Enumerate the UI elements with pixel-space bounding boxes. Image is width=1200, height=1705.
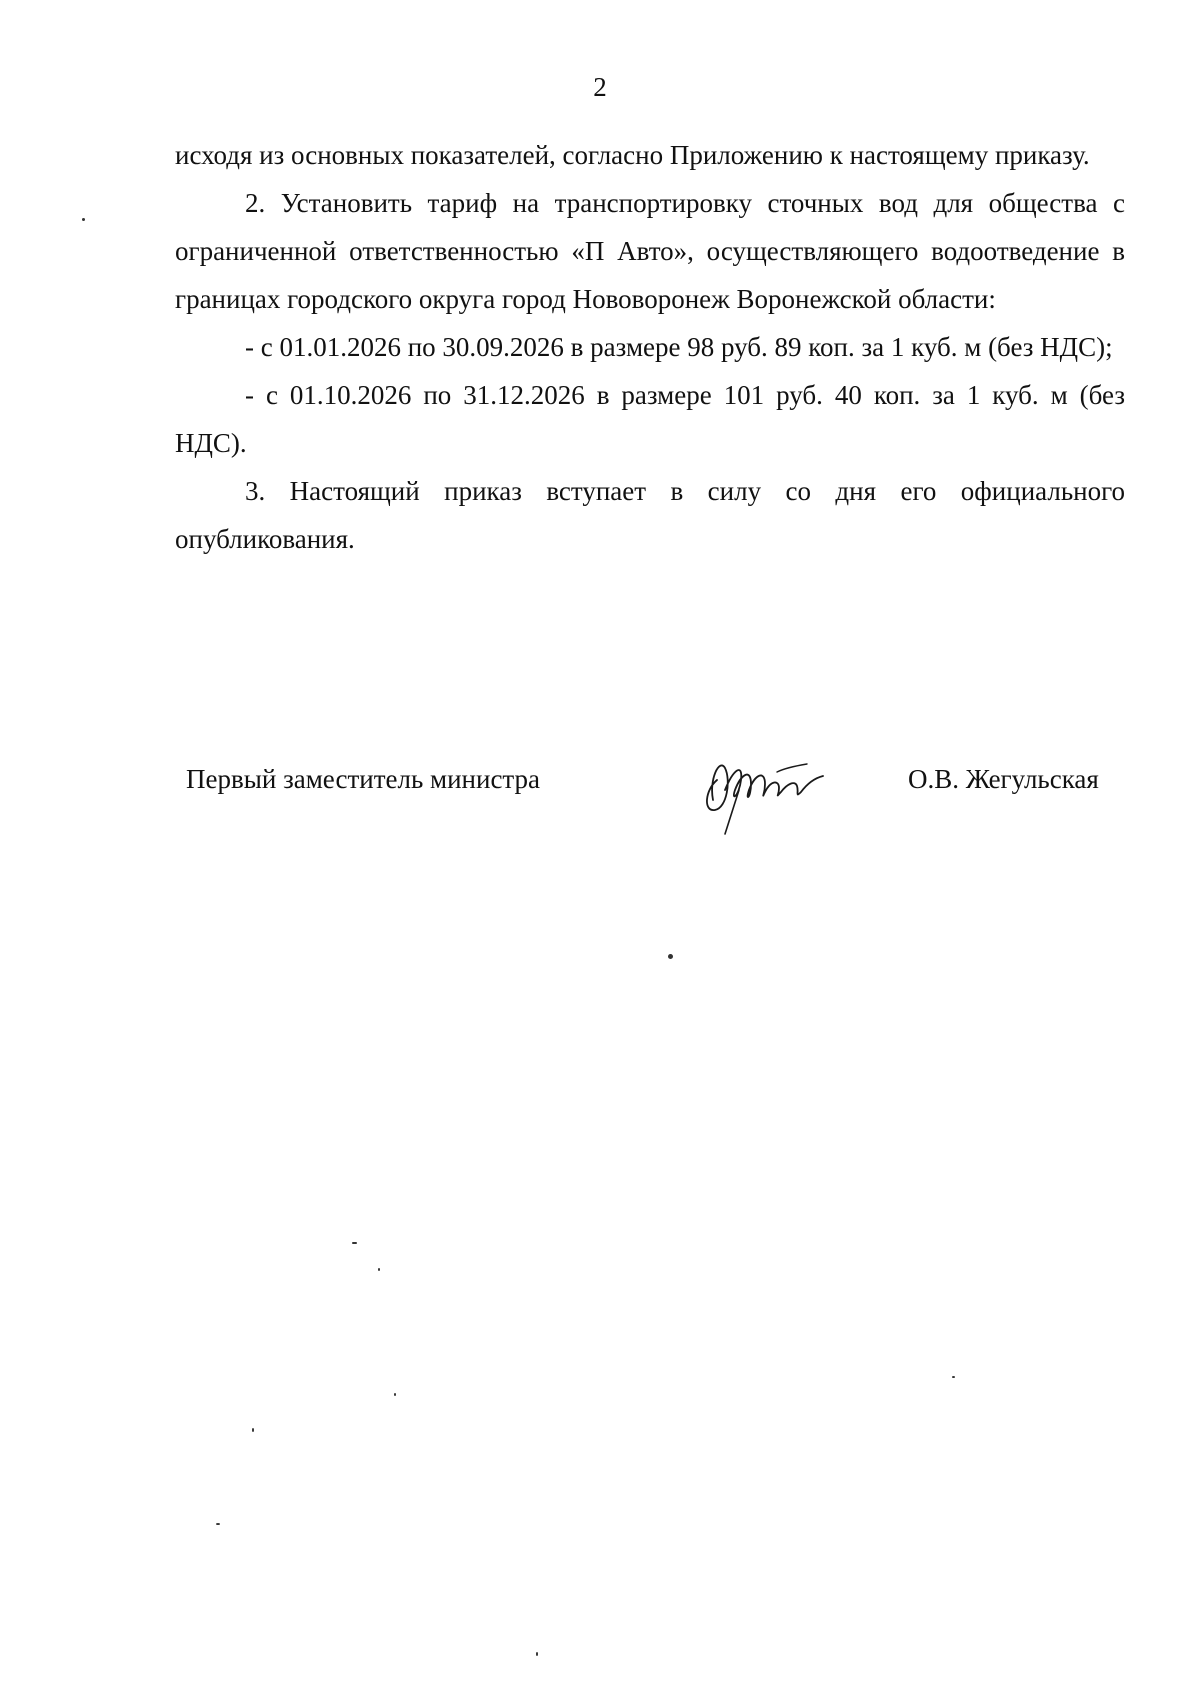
paragraph-tariff-period-1: - с 01.01.2026 по 30.09.2026 в размере 98 руб. 89 коп. за 1 куб. м (без НДС); xyxy=(245,332,1113,362)
scan-speck xyxy=(668,954,673,959)
handwritten-signature-icon xyxy=(695,750,835,840)
signature-block xyxy=(0,762,1200,862)
page-number: 2 xyxy=(593,72,607,102)
signatory-position: Первый заместитель министра xyxy=(186,764,541,794)
scan-speck xyxy=(82,218,85,221)
scan-speck xyxy=(252,1428,254,1432)
paragraph-item-3: 3. Настоящий приказ вступает в силу со дня его официального опубликования. xyxy=(175,476,1125,554)
paragraph-item-2: 2. Установить тариф на транспортировку сточных вод для общества с ограниченной ответственностью «П Авто», осуществляющего водоотведение в границах городского округа город Нововоронеж Воронежской области: xyxy=(175,188,1125,314)
scan-speck xyxy=(536,1652,538,1656)
scan-speck xyxy=(352,1242,357,1244)
paragraph-continuation: исходя из основных показателей, согласно Приложению к настоящему приказу. xyxy=(175,140,1090,170)
scan-speck xyxy=(952,1376,955,1378)
scan-speck xyxy=(394,1393,396,1396)
document-body xyxy=(175,131,1125,563)
signatory-name: О.В. Жегульская xyxy=(908,764,1099,794)
paragraph-tariff-period-2: - с 01.10.2026 по 31.12.2026 в размере 101 руб. 40 коп. за 1 куб. м (без НДС). xyxy=(175,380,1125,458)
scan-speck xyxy=(378,1268,380,1271)
scan-speck xyxy=(216,1523,220,1525)
